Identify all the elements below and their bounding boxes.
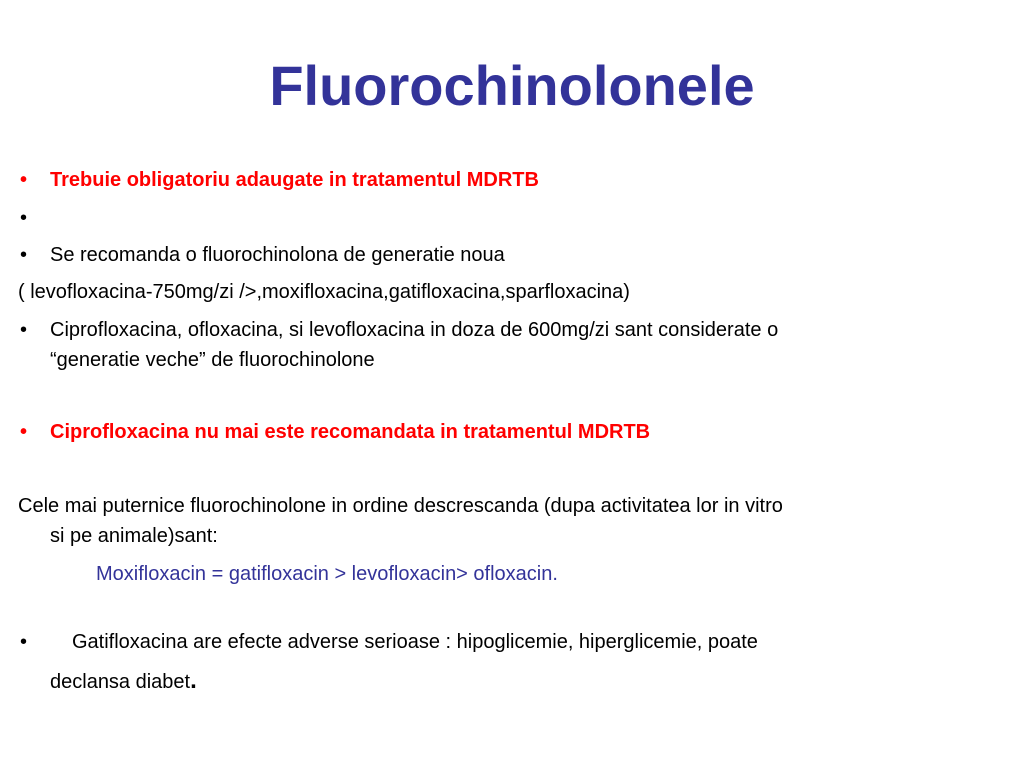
slide-title: Fluorochinolonele: [269, 54, 755, 117]
new-generation-list: ( levofloxacina-750mg/zi />,moxifloxacina,gatifloxacina,sparfloxacina): [18, 281, 630, 303]
gatifloxacin-adverse-effects-text: declansa diabet: [50, 671, 191, 693]
potency-order-intro-line2: si pe animale)sant:: [50, 525, 218, 547]
ciprofloxacin-warning: Ciprofloxacina nu mai este recomandata in tratamentul MDRTB: [50, 421, 651, 443]
bullet-marker: •: [20, 244, 28, 266]
mdrtb-requirement-text: Trebuie obligatoriu adaugate in tratamentul MDRTB: [50, 169, 539, 191]
bullet-marker: •: [20, 169, 28, 191]
bullet-marker: •: [20, 207, 28, 229]
sentence-end-period: .: [190, 667, 197, 694]
old-generation-text-line1: Ciprofloxacina, ofloxacina, si levofloxacina in doza de 600mg/zi sant considerate o: [50, 319, 779, 341]
gatifloxacin-adverse-effects-line2: [50, 666, 197, 697]
bullet-marker: •: [20, 319, 28, 341]
gatifloxacin-adverse-effects-line1: Gatifloxacina are efecte adverse serioase : hipoglicemie, hiperglicemie, poate: [72, 631, 758, 653]
bullet-marker: •: [20, 421, 28, 443]
old-generation-text-line2: “generatie veche” de fluorochinolone: [50, 349, 375, 371]
bullet-marker: •: [20, 631, 28, 653]
potency-order-intro-line1: Cele mai puternice fluorochinolone in ordine descrescanda (dupa activitatea lor in vitro: [18, 495, 783, 517]
new-generation-recommendation: Se recomanda o fluorochinolona de generatie noua: [50, 244, 505, 266]
potency-ranking: Moxifloxacin = gatifloxacin > levofloxacin> ofloxacin.: [96, 563, 558, 585]
